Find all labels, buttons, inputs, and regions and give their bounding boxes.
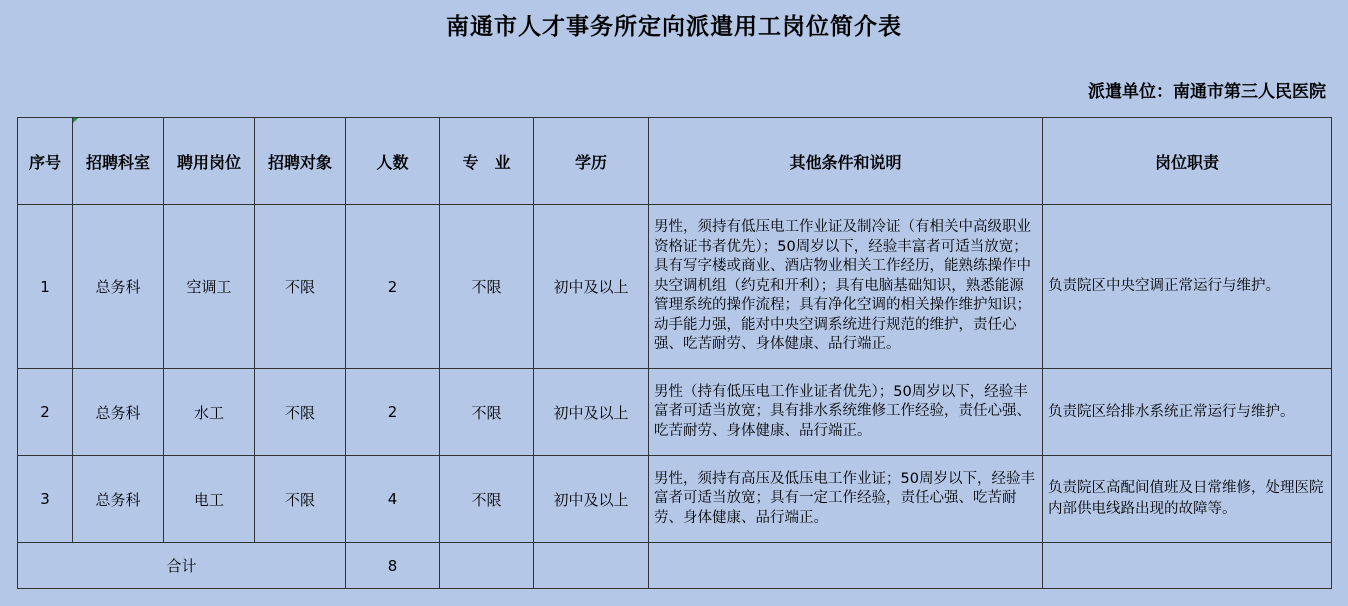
cell-count[interactable]: 2	[346, 369, 440, 456]
cell-conditions[interactable]: 男性，须持有低压电工作业证及制冷证（有相关中高级职业资格证书者优先）；50周岁以下，经验丰富者可适当放宽；具有写字楼或商业、酒店物业相关工作经历，能熟练操作中央空调机组（约克和开利）；具有电脑基础知识，熟悉能源管理系统的操作流程；具有净化空调的相关操作维护知识；动手能力强，能对中央空调系统进行规范的维护，责任心强、吃苦耐劳、身体健康、品行端正。	[649, 205, 1043, 369]
header-duties[interactable]: 岗位职责	[1043, 118, 1332, 205]
empty-cell[interactable]	[440, 543, 534, 589]
table-row	[18, 369, 1332, 456]
cell-conditions[interactable]: 男性（持有低压电工作业证者优先）；50周岁以下，经验丰富者可适当放宽；具有排水系统维修工作经验，责任心强、吃苦耐劳、身体健康、品行端正。	[649, 369, 1043, 456]
cell-dept[interactable]: 总务科	[73, 205, 164, 369]
total-count[interactable]: 8	[346, 543, 440, 589]
header-position[interactable]: 聘用岗位	[164, 118, 255, 205]
cell-duties[interactable]: 负责院区给排水系统正常运行与维护。	[1043, 369, 1332, 456]
header-major[interactable]: 专 业	[440, 118, 534, 205]
page-title: 南通市人才事务所定向派遣用工岗位简介表	[446, 13, 902, 40]
cell-count[interactable]: 2	[346, 205, 440, 369]
cell-duties[interactable]: 负责院区中央空调正常运行与维护。	[1043, 205, 1332, 369]
cell-conditions[interactable]: 男性，须持有高压及低压电工作业证；50周岁以下，经验丰富者可适当放宽；具有一定工作经验，责任心强、吃苦耐劳、身体健康、品行端正。	[649, 456, 1043, 543]
cell-education[interactable]: 初中及以上	[534, 205, 649, 369]
cell-dept[interactable]: 总务科	[73, 369, 164, 456]
cell-major[interactable]: 不限	[440, 456, 534, 543]
cell-count[interactable]: 4	[346, 456, 440, 543]
header-row	[18, 118, 1332, 205]
cell-position[interactable]: 电工	[164, 456, 255, 543]
cell-seq[interactable]: 3	[18, 456, 73, 543]
empty-cell[interactable]	[534, 543, 649, 589]
cell-education[interactable]: 初中及以上	[534, 369, 649, 456]
cell-major[interactable]: 不限	[440, 369, 534, 456]
dispatch-unit: 派遣单位：南通市第三人民医院	[1088, 82, 1326, 102]
header-count[interactable]: 人数	[346, 118, 440, 205]
table-row	[18, 205, 1332, 369]
empty-cell[interactable]	[649, 543, 1043, 589]
cell-target[interactable]: 不限	[255, 369, 346, 456]
header-conditions[interactable]: 其他条件和说明	[649, 118, 1043, 205]
cell-dept[interactable]: 总务科	[73, 456, 164, 543]
header-target[interactable]: 招聘对象	[255, 118, 346, 205]
cell-target[interactable]: 不限	[255, 205, 346, 369]
table-row	[18, 456, 1332, 543]
cell-target[interactable]: 不限	[255, 456, 346, 543]
positions-table	[17, 117, 1332, 589]
empty-cell[interactable]	[1043, 543, 1332, 589]
cell-duties[interactable]: 负责院区高配间值班及日常维修，处理医院内部供电线路出现的故障等。	[1043, 456, 1332, 543]
total-row	[18, 543, 1332, 589]
cell-position[interactable]: 水工	[164, 369, 255, 456]
header-dept[interactable]: 招聘科室	[73, 118, 164, 205]
cell-seq[interactable]: 1	[18, 205, 73, 369]
cell-position[interactable]: 空调工	[164, 205, 255, 369]
total-label[interactable]: 合计	[18, 543, 346, 589]
cell-education[interactable]: 初中及以上	[534, 456, 649, 543]
cell-major[interactable]: 不限	[440, 205, 534, 369]
header-seq[interactable]: 序号	[18, 118, 73, 205]
cell-seq[interactable]: 2	[18, 369, 73, 456]
comment-indicator-icon	[73, 118, 78, 123]
header-education[interactable]: 学历	[534, 118, 649, 205]
